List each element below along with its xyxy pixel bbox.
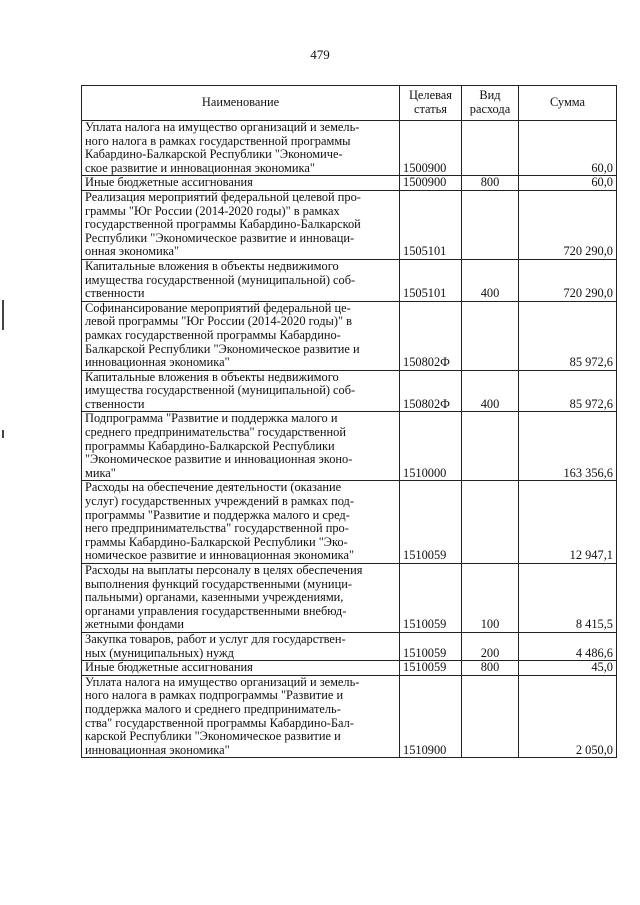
table-row xyxy=(82,564,617,633)
row-sum: 45,0 xyxy=(519,661,617,676)
row-target-code: 1510900 xyxy=(400,675,462,758)
row-sum: 60,0 xyxy=(519,121,617,176)
row-name: Расходы на обеспечение деятельности (оказание услуг) государственных учреждений в рамках под- программы "Развитие и поддержка малого и сред- него предпринимательства" государственной про- граммы Кабардино-Балкарской Республики "Эко- номическое развитие и инновационная экономика" xyxy=(82,481,400,564)
row-expense-type xyxy=(462,481,519,564)
page-number: 479 xyxy=(310,47,330,62)
table-row xyxy=(82,632,617,660)
row-expense-type xyxy=(462,190,519,259)
row-sum: 163 356,6 xyxy=(519,412,617,481)
row-sum: 4 486,6 xyxy=(519,632,617,660)
table-row xyxy=(82,190,617,259)
row-target-code: 1510059 xyxy=(400,661,462,676)
table-row xyxy=(82,176,617,191)
table-row xyxy=(82,412,617,481)
table-row xyxy=(82,121,617,176)
scan-edge-mark xyxy=(2,300,4,330)
row-name: Расходы на выплаты персоналу в целях обеспечения выполнения функций государственными (муници- пальными) органами, казенными учреждениями, органами управления государственными внебюд- жетными фондами xyxy=(82,564,400,633)
row-sum: 85 972,6 xyxy=(519,370,617,412)
table-row xyxy=(82,259,617,301)
table-row xyxy=(82,661,617,676)
row-name: Закупка товаров, работ и услуг для государствен- ных (муниципальных) нужд xyxy=(82,632,400,660)
row-target-code: 150802Ф xyxy=(400,301,462,370)
row-target-code: 1510059 xyxy=(400,481,462,564)
header-type: Вид расхода xyxy=(462,86,519,121)
row-target-code: 1505101 xyxy=(400,259,462,301)
scan-edge-mark xyxy=(2,430,4,438)
row-name: Подпрограмма "Развитие и поддержка малого и среднего предпринимательства" государственной программы Кабардино-Балкарской Республики "Экономическое развитие и инновационная эконо- мика" xyxy=(82,412,400,481)
table-row xyxy=(82,675,617,758)
header-name: Наименование xyxy=(82,86,400,121)
row-sum: 12 947,1 xyxy=(519,481,617,564)
row-name: Иные бюджетные ассигнования xyxy=(82,661,400,676)
row-sum: 60,0 xyxy=(519,176,617,191)
header-code: Целевая статья xyxy=(400,86,462,121)
row-expense-type: 400 xyxy=(462,259,519,301)
table-row xyxy=(82,481,617,564)
row-target-code: 1510059 xyxy=(400,632,462,660)
row-expense-type: 800 xyxy=(462,176,519,191)
row-expense-type: 200 xyxy=(462,632,519,660)
row-name: Капитальные вложения в объекты недвижимого имущества государственной (муниципальной) соб- ственности xyxy=(82,370,400,412)
row-target-code: 1500900 xyxy=(400,121,462,176)
table-row xyxy=(82,370,617,412)
row-sum: 8 415,5 xyxy=(519,564,617,633)
table-row xyxy=(82,301,617,370)
row-name: Реализация мероприятий федеральной целевой про- граммы "Юг России (2014-2020 годы)" в рамках государственной программы Кабардино-Балкарской Республики "Экономическое развитие и инноваци- онная экономика" xyxy=(82,190,400,259)
row-target-code: 1510000 xyxy=(400,412,462,481)
row-expense-type xyxy=(462,121,519,176)
row-name: Софинансирование мероприятий федеральной це- левой программы "Юг России (2014-2020 годы)" в рамках государственной программы Кабардино- Балкарской Республики "Экономическое развитие и инновационная экономика" xyxy=(82,301,400,370)
row-expense-type: 100 xyxy=(462,564,519,633)
table-header-row xyxy=(82,86,617,121)
row-target-code: 1505101 xyxy=(400,190,462,259)
row-sum: 85 972,6 xyxy=(519,301,617,370)
row-sum: 720 290,0 xyxy=(519,259,617,301)
row-target-code: 1510059 xyxy=(400,564,462,633)
row-name: Капитальные вложения в объекты недвижимого имущества государственной (муниципальной) соб- ственности xyxy=(82,259,400,301)
row-expense-type xyxy=(462,301,519,370)
row-name: Уплата налога на имущество организаций и земель- ного налога в рамках государственной программы Кабардино-Балкарской Республики "Экономиче- ское развитие и инновационная экономика" xyxy=(82,121,400,176)
row-expense-type: 800 xyxy=(462,661,519,676)
row-expense-type xyxy=(462,412,519,481)
row-expense-type xyxy=(462,675,519,758)
row-sum: 2 050,0 xyxy=(519,675,617,758)
budget-table xyxy=(81,85,617,758)
row-name: Иные бюджетные ассигнования xyxy=(82,176,400,191)
row-name: Уплата налога на имущество организаций и земель- ного налога в рамках подпрограммы "Развитие и поддержка малого и среднего предприниматель- ства" государственной программы Кабардино-Бал- карской Республики "Экономическое развитие и инновационная экономика" xyxy=(82,675,400,758)
row-target-code: 1500900 xyxy=(400,176,462,191)
row-sum: 720 290,0 xyxy=(519,190,617,259)
row-target-code: 150802Ф xyxy=(400,370,462,412)
header-sum: Сумма xyxy=(519,86,617,121)
row-expense-type: 400 xyxy=(462,370,519,412)
